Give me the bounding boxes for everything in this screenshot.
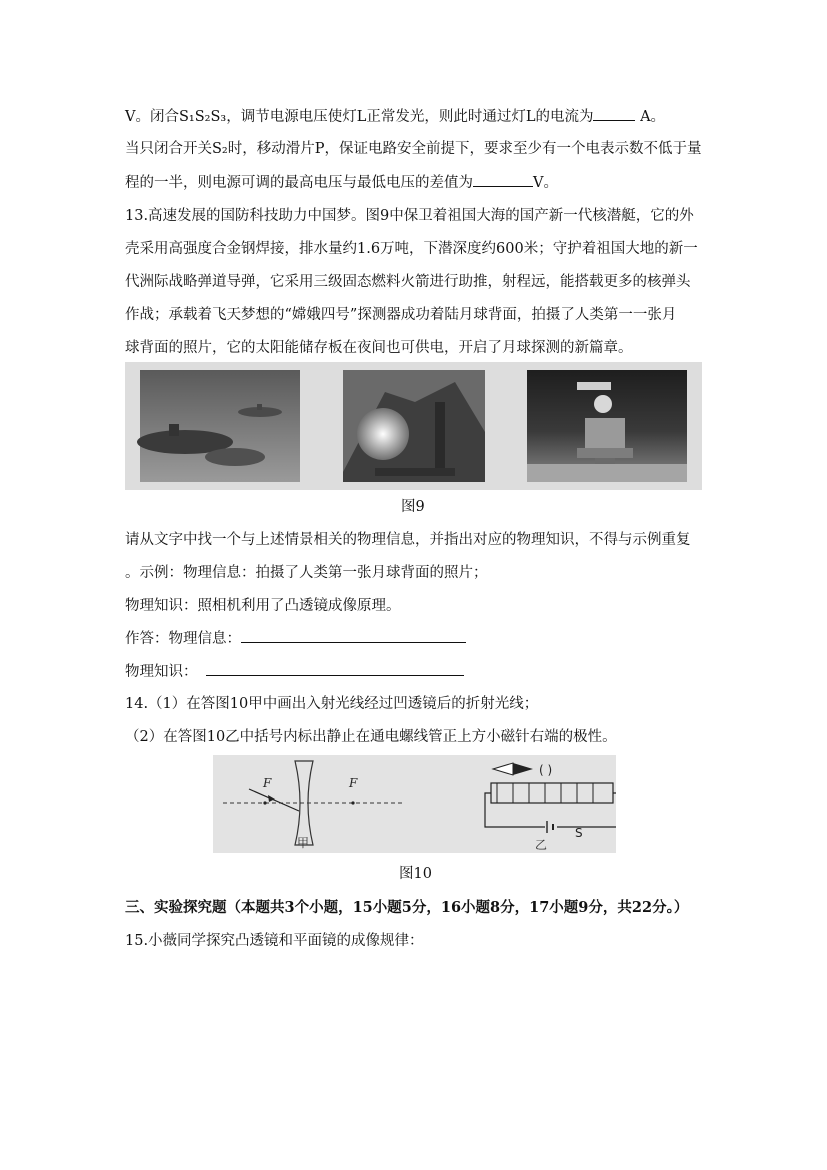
svg-text:F: F [263, 776, 272, 790]
text-line: 当只闭合开关S₂时，移动滑片P，保证电路安全前提下，要求至少有一个电表示数不低于量 [125, 141, 702, 157]
text-line: （2）在答图10乙中括号内标出静止在通电螺线管正上方小磁针右端的极性。 [125, 729, 617, 745]
answer-blank[interactable] [593, 106, 635, 121]
answer-line: 作答：物理信息： [125, 628, 466, 649]
question-15-line: 15.小薇同学探究凸透镜和平面镜的成像规律： [125, 933, 424, 949]
svg-text:( ): ( ) [539, 763, 553, 777]
answer-blank-knowledge[interactable] [206, 661, 464, 676]
text-line: 壳采用高强度合金钢焊接，排水量约1.6万吨，下潜深度约600米；守护着祖国大地的新一 [125, 241, 698, 257]
text-line: 作战；承载着飞天梦想的“嫦娥四号”探测器成功着陆月球背面，拍摄了人类第一一张月 [125, 307, 677, 323]
change4-lander-photo [527, 370, 687, 482]
svg-text:甲: 甲 [297, 836, 310, 850]
answer-blank[interactable] [473, 172, 533, 187]
text-line: V。闭合S₁S₂S₃，调节电源电压使灯L正常发光，则此时通过灯L的电流为 A。 [125, 106, 665, 127]
answer-blank-info[interactable] [241, 628, 466, 643]
text-line: 物理知识：照相机利用了凸透镜成像原理。 [125, 598, 401, 614]
figure-10 [213, 755, 616, 853]
text-line: 程的一半，则电源可调的最高电压与最低电压的差值为 V。 [125, 172, 558, 193]
text-line: 。示例：物理信息：拍摄了人类第一张月球背面的照片； [125, 565, 488, 581]
figure-9 [125, 362, 702, 490]
svg-text:S: S [575, 826, 583, 840]
svg-text:F: F [349, 776, 358, 790]
submarine-photo [137, 370, 300, 482]
text-line: 代洲际战略弹道导弹，它采用三级固态燃料火箭进行助推，射程远，能搭载更多的核弹头 [125, 274, 691, 290]
answer-line: 物理知识： [125, 661, 464, 682]
section-heading: 三、实验探究题（本题共3个小题，15小题5分，16小题8分，17小题9分，共22分。） [125, 899, 689, 916]
question-14-line: 14.（1）在答图10甲中画出入射光线经过凹透镜后的折射光线； [125, 696, 539, 712]
missile-launch-photo [343, 370, 485, 482]
concave-lens-diagram [223, 761, 403, 850]
figure-10-caption: 图10 [399, 866, 432, 882]
text-line: 请从文字中找一个与上述情景相关的物理信息，并指出对应的物理知识，不得与示例重复 [125, 532, 691, 548]
figure-9-caption: 图9 [401, 499, 425, 515]
figure-9-photos [125, 362, 702, 490]
solenoid-diagram [485, 763, 616, 852]
question-13-line: 13.高速发展的国防科技助力中国梦。图9中保卫着祖国大海的国产新一代核潜艇，它的外 [125, 208, 694, 224]
figure-10-diagram [213, 755, 616, 853]
text-line: 球背面的照片，它的太阳能储存板在夜间也可供电，开启了月球探测的新篇章。 [125, 340, 633, 356]
svg-text:乙: 乙 [535, 838, 548, 852]
